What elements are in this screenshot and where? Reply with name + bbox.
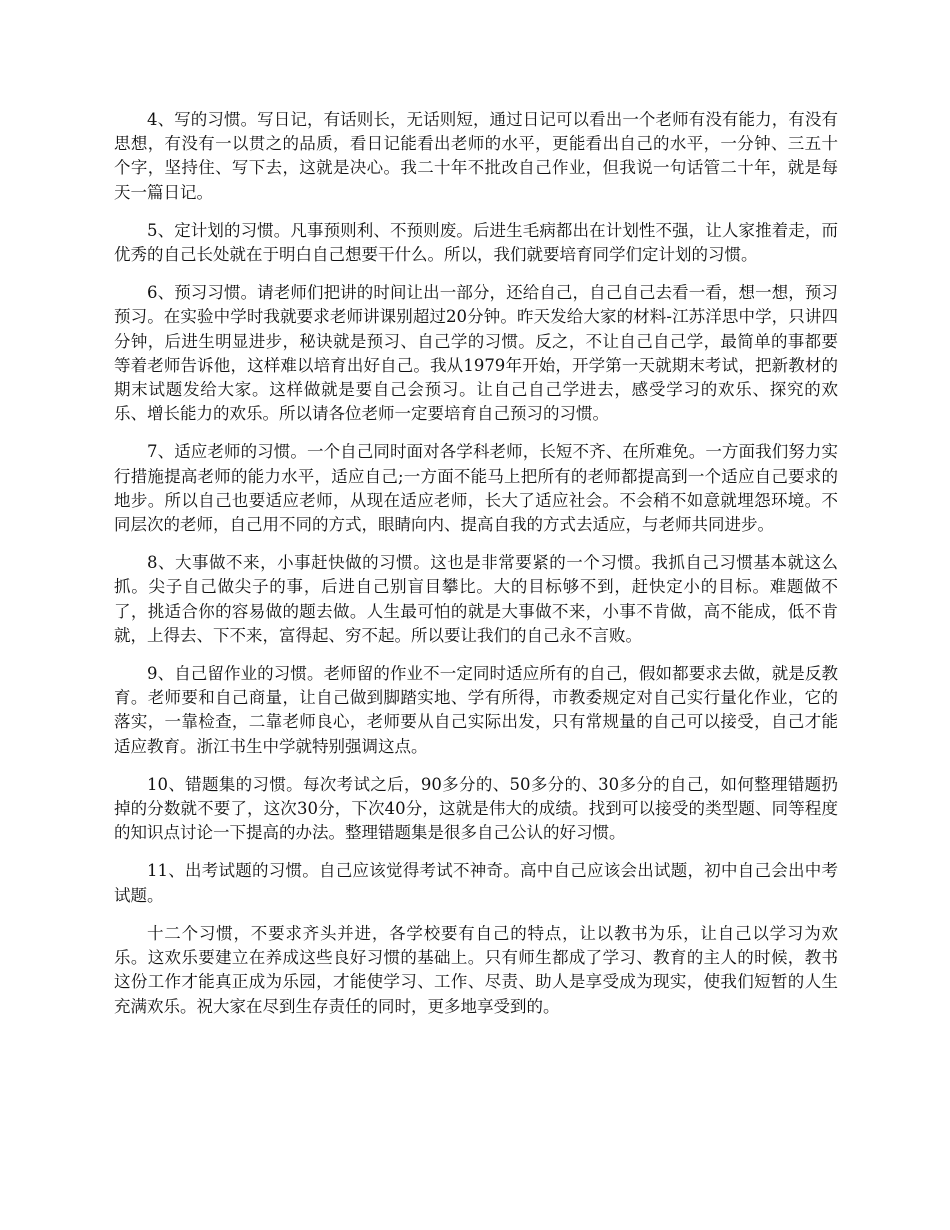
document-page [114,108,838,1033]
paragraph-habit-5: 5、定计划的习惯。凡事预则利、不预则废。后进生毛病都出在计划性不强，让人家推着走，而优秀的自己长处就在于明白自己想要干什么。所以，我们就要培育同学们定计划的习惯。 [114,220,838,265]
paragraph-habit-7: 7、适应老师的习惯。一个自己同时面对各学科老师，长短不齐、在所难免。一方面我们努力实行措施提高老师的能力水平，适应自己;一方面不能马上把所有的老师都提高到一个适应自己要求的地步。所以自己也要适应老师，从现在适应老师，长大了适应社会。不会稍不如意就埋怨环境。不同层次的老师，自己用不同的方式，眼睛向内、提高自我的方式去适应，与老师共同进步。 [114,442,838,535]
paragraph-habit-11: 11、出考试题的习惯。自己应该觉得考试不神奇。高中自己应该会出试题，初中自己会出中考试题。 [114,861,838,905]
paragraph-conclusion: 十二个习惯，不要求齐头并进，各学校要有自己的特点，让以教书为乐，让自己以学习为欢乐。这欢乐要建立在养成这些良好习惯的基础上。只有师生都成了学习、教育的主人的时候，教书这份工作才能真正成为乐园，才能使学习、工作、尽责、助人是享受成为现实，使我们短暂的人生充满欢乐。祝大家在尽到生存责任的同时，更多地享受到的。 [114,923,838,1016]
paragraph-habit-9: 9、自己留作业的习惯。老师留的作业不一定同时适应所有的自己，假如都要求去做，就是反教育。老师要和自己商量，让自己做到脚踏实地、学有所得，市教委规定对自己实行量化作业，它的落实，一靠检查，二靠老师良心，老师要从自己实际出发，只有常规量的自己可以接受，自己才能适应教育。浙江书生中学就特别强调这点。 [114,664,838,756]
paragraph-habit-6: 6、预习习惯。请老师们把讲的时间让出一部分，还给自己，自己自己去看一看，想一想，预习预习。在实验中学时我就要求老师讲课别超过20分钟。昨天发给大家的材料-江苏洋思中学，只讲四分钟，后进生明显进步，秘诀就是预习、自己学的习惯。反之，不让自己自己学，最简单的事都要等着老师告诉他，这样难以培育出好自己。我从1979年开始，开学第一天就期末考试，把新教材的期末试题发给大家。这样做就是要自己会预习。让自己自己学进去，感受学习的欢乐、探究的欢乐、增长能力的欢乐。所以请各位老师一定要培育自己预习的习惯。 [114,283,838,424]
paragraph-habit-10: 10、错题集的习惯。每次考试之后，90多分的、50多分的、30多分的自己，如何整理错题扔掉的分数就不要了，这次30分，下次40分，这就是伟大的成绩。找到可以接受的类型题、同等程度的知识点讨论一下提高的办法。整理错题集是很多自己公认的好习惯。 [114,774,838,843]
paragraph-habit-4: 4、写的习惯。写日记，有话则长，无话则短，通过日记可以看出一个老师有没有能力，有没有思想，有没有一以贯之的品质，看日记能看出老师的水平，更能看出自己的水平，一分钟、三五十个字，坚持住、写下去，这就是决心。我二十年不批改自己作业，但我说一句话管二十年，就是每天一篇日记。 [114,110,838,202]
paragraph-habit-8: 8、大事做不来，小事赶快做的习惯。这也是非常要紧的一个习惯。我抓自己习惯基本就这么抓。尖子自己做尖子的事，后进自己别盲目攀比。大的目标够不到，赶快定小的目标。难题做不了，挑适合你的容易做的题去做。人生最可怕的就是大事做不来，小事不肯做，高不能成，低不肯就，上得去、下不来，富得起、穷不起。所以要让我们的自己永不言败。 [114,553,838,645]
